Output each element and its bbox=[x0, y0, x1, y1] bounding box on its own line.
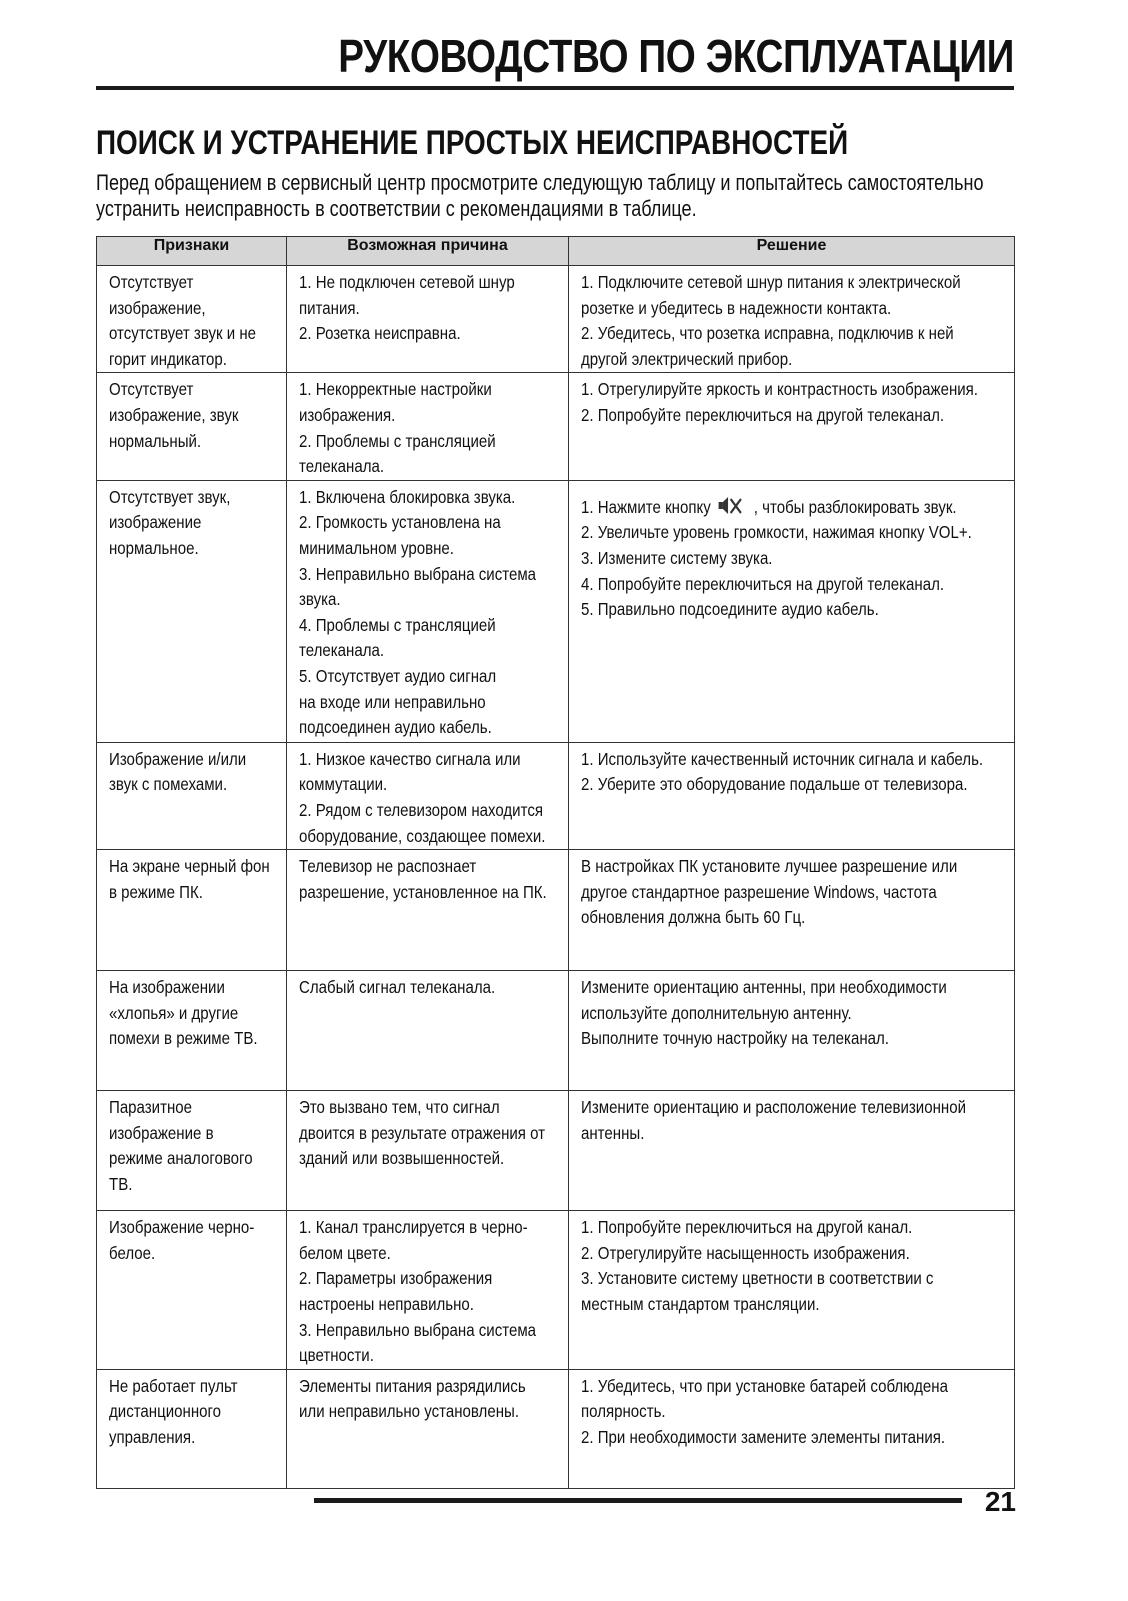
cell-line: 1. Канал транслируется в черно- bbox=[299, 1217, 528, 1238]
symptom-cell bbox=[97, 480, 287, 742]
cell-line: Отсутствует звук, bbox=[109, 486, 231, 507]
cell-line: 1. Попробуйте переключиться на другой канал. bbox=[581, 1217, 913, 1238]
cell-line: Изображение черно- bbox=[109, 1217, 255, 1238]
cell-line: 2. Параметры изображения bbox=[299, 1268, 493, 1289]
cell-line: подсоединен аудио кабель. bbox=[299, 717, 492, 738]
cell-line: 2. Розетка неисправна. bbox=[299, 323, 461, 344]
cell-line: телеканала. bbox=[299, 456, 385, 477]
cell-line: 3. Неправильно выбрана система bbox=[299, 563, 537, 584]
cell-line: 1. Не подключен сетевой шнур bbox=[299, 272, 515, 292]
cell-line: розетке и убедитесь в надежности контакта. bbox=[581, 297, 892, 318]
cell-line: 2. Уберите это оборудование подальше от телевизора. bbox=[581, 774, 968, 795]
cell-line: белом цвете. bbox=[299, 1242, 391, 1263]
cell-line: двоится в результате отражения от bbox=[299, 1122, 546, 1143]
cell-line: питания. bbox=[299, 297, 360, 318]
cell-line: Это вызвано тем, что сигнал bbox=[299, 1097, 500, 1118]
solution-cell bbox=[569, 742, 1015, 849]
table-row bbox=[97, 266, 1015, 373]
cell-line: Выполните точную настройку на телеканал. bbox=[581, 1028, 889, 1049]
cell-line: антенны. bbox=[581, 1122, 645, 1143]
cell-line: 1. Включена блокировка звука. bbox=[299, 486, 516, 507]
cell-line: 4. Проблемы с трансляцией bbox=[299, 614, 496, 635]
cell-line: на входе или неправильно bbox=[299, 691, 486, 712]
cause-cell bbox=[287, 266, 569, 373]
cell-line: нормальный. bbox=[109, 430, 202, 451]
cell-line: горит индикатор. bbox=[109, 348, 227, 369]
cell-line: Слабый сигнал телеканала. bbox=[299, 977, 496, 998]
intro-line: Перед обращением в сервисный центр просмотрите следующую таблицу и попытайтесь самостоятельно bbox=[96, 170, 984, 195]
cell-line: 2. Убедитесь, что розетка исправна, подключив к ней bbox=[581, 323, 954, 344]
symptom-cell bbox=[97, 1091, 287, 1211]
cell-line: звук с помехами. bbox=[109, 774, 228, 795]
solution-cell bbox=[569, 480, 1015, 742]
column-header-symptoms: Признаки bbox=[97, 237, 287, 266]
cell-line: обновления должна быть 60 Гц. bbox=[581, 907, 806, 928]
solution-cell bbox=[569, 373, 1015, 480]
cell-line: 1. Используйте качественный источник сигнала и кабель. bbox=[581, 748, 984, 769]
cell-line: управления. bbox=[109, 1426, 196, 1447]
solution-cell bbox=[569, 1211, 1015, 1370]
cell-line: 1. Отрегулируйте яркость и контрастность изображения. bbox=[581, 379, 978, 400]
symptom-cell bbox=[97, 850, 287, 971]
page-number: 21 bbox=[984, 1486, 1016, 1517]
cell-line: белое. bbox=[109, 1242, 156, 1263]
cause-cell bbox=[287, 373, 569, 480]
column-header-cause: Возможная причина bbox=[287, 237, 569, 266]
cell-line: помехи в режиме ТВ. bbox=[109, 1028, 258, 1049]
symptom-cell bbox=[97, 971, 287, 1091]
cell-line: местным стандартом трансляции. bbox=[581, 1293, 820, 1314]
cell-line: Измените ориентацию и расположение телевизионной bbox=[581, 1097, 966, 1118]
symptom-cell bbox=[97, 1211, 287, 1370]
cell-line: В настройках ПК установите лучшее разрешение или bbox=[581, 856, 958, 877]
footer-divider bbox=[314, 1498, 962, 1503]
cell-line: ТВ. bbox=[109, 1173, 133, 1194]
table-row bbox=[97, 1369, 1015, 1488]
solution-cell bbox=[569, 1091, 1015, 1211]
cell-line: изображения. bbox=[299, 404, 396, 425]
cell-line: изображение в bbox=[109, 1122, 214, 1143]
cell-line: дистанционного bbox=[109, 1401, 222, 1422]
cause-cell bbox=[287, 850, 569, 971]
cell-line: На изображении bbox=[109, 977, 225, 998]
table-header-row bbox=[97, 237, 1015, 266]
cell-line: другое стандартное разрешение Windows, частота bbox=[581, 881, 937, 902]
cell-line: 1. Низкое качество сигнала или bbox=[299, 748, 521, 769]
cell-line: 3. Неправильно выбрана система bbox=[299, 1319, 537, 1340]
solution-cell bbox=[569, 971, 1015, 1091]
cell-line: изображение, звук bbox=[109, 404, 239, 425]
cell-line: 4. Попробуйте переключиться на другой телеканал. bbox=[581, 573, 945, 594]
cell-line: 1. Некорректные настройки bbox=[299, 379, 492, 400]
cell-line: зданий или возвышенностей. bbox=[299, 1148, 505, 1169]
cell-line: 3. Измените систему звука. bbox=[581, 547, 773, 568]
cause-cell bbox=[287, 1091, 569, 1211]
cell-line: в режиме ПК. bbox=[109, 881, 203, 902]
cell-line: оборудование, создающее помехи. bbox=[299, 825, 546, 846]
cell-line: Измените ориентацию антенны, при необходимости bbox=[581, 977, 947, 998]
cell-line: На экране черный фон bbox=[109, 856, 270, 877]
section-title: ПОИСК И УСТРАНЕНИЕ ПРОСТЫХ НЕИСПРАВНОСТЕЙ bbox=[96, 124, 849, 162]
document-header-title: РУКОВОДСТВО ПО ЭКСПЛУАТАЦИИ bbox=[338, 30, 1014, 82]
cell-line: или неправильно установлены. bbox=[299, 1401, 520, 1422]
cell-line: «хлопья» и другие bbox=[109, 1002, 239, 1023]
symptom-cell bbox=[97, 266, 287, 373]
troubleshooting-table bbox=[96, 236, 1015, 1489]
cause-cell bbox=[287, 1211, 569, 1370]
cell-line: 2. Отрегулируйте насыщенность изображения. bbox=[581, 1242, 910, 1263]
table-row bbox=[97, 850, 1015, 971]
cell-line: Элементы питания разрядились bbox=[299, 1375, 526, 1396]
cause-cell bbox=[287, 480, 569, 742]
cell-line: режиме аналогового bbox=[109, 1148, 253, 1169]
mute-icon bbox=[716, 494, 745, 516]
cause-cell bbox=[287, 1369, 569, 1488]
cell-line: 2. Рядом с телевизором находится bbox=[299, 799, 543, 820]
cell-line: Изображение и/или bbox=[109, 748, 247, 769]
cell-line: нормальное. bbox=[109, 537, 199, 558]
table-row bbox=[97, 742, 1015, 849]
cell-line: телеканала. bbox=[299, 640, 385, 661]
cell-line: Паразитное bbox=[109, 1097, 193, 1118]
cell-line: 2. При необходимости замените элементы питания. bbox=[581, 1426, 946, 1447]
intro-paragraph bbox=[96, 170, 1014, 222]
cell-line: 5. Правильно подсоедините аудио кабель. bbox=[581, 599, 879, 620]
cause-cell bbox=[287, 742, 569, 849]
table-row bbox=[97, 373, 1015, 480]
solution-text: 1. Нажмите кнопку bbox=[581, 496, 711, 517]
cell-line: 2. Увеличьте уровень громкости, нажимая кнопку VOL+. bbox=[581, 522, 972, 543]
cause-cell bbox=[287, 971, 569, 1091]
symptom-cell bbox=[97, 742, 287, 849]
cell-line: настроены неправильно. bbox=[299, 1293, 474, 1314]
cell-line: 2. Громкость установлена на bbox=[299, 512, 501, 533]
cell-line: минимальном уровне. bbox=[299, 537, 454, 558]
cell-line: полярность. bbox=[581, 1401, 666, 1422]
solution-text: , чтобы разблокировать звук. bbox=[753, 496, 957, 517]
cell-line: изображение bbox=[109, 512, 202, 533]
cell-line bbox=[581, 495, 1013, 521]
cell-line: 3. Установите систему цветности в соответствии с bbox=[581, 1268, 934, 1289]
cell-line: 1. Подключите сетевой шнур питания к электрической bbox=[581, 272, 961, 292]
table-row bbox=[97, 971, 1015, 1091]
solution-cell bbox=[569, 1369, 1015, 1488]
solution-cell bbox=[569, 850, 1015, 971]
table-row bbox=[97, 1091, 1015, 1211]
header-divider bbox=[96, 86, 1014, 90]
solution-cell bbox=[569, 266, 1015, 373]
table-row bbox=[97, 480, 1015, 742]
cell-line: 2. Проблемы с трансляцией bbox=[299, 430, 496, 451]
cell-line: 2. Попробуйте переключиться на другой телеканал. bbox=[581, 404, 945, 425]
cell-line: Телевизор не распознает bbox=[299, 856, 477, 877]
cell-line: отсутствует звук и не bbox=[109, 323, 257, 344]
cell-line: цветности. bbox=[299, 1345, 374, 1366]
table-row bbox=[97, 1211, 1015, 1370]
cell-line: Не работает пульт bbox=[109, 1375, 238, 1396]
intro-line: устранить неисправность в соответствии с рекомендациями в таблице. bbox=[96, 196, 697, 221]
cell-line: звука. bbox=[299, 589, 341, 610]
cell-line: используйте дополнительную антенну. bbox=[581, 1002, 852, 1023]
cell-line: Отсутствует bbox=[109, 272, 194, 292]
cell-line: коммутации. bbox=[299, 774, 388, 795]
symptom-cell bbox=[97, 1369, 287, 1488]
cell-line: другой электрический прибор. bbox=[581, 348, 793, 369]
cell-line: изображение, bbox=[109, 297, 206, 318]
column-header-solution: Решение bbox=[569, 237, 1015, 266]
cell-line: разрешение, установленное на ПК. bbox=[299, 881, 547, 902]
cell-line: 5. Отсутствует аудио сигнал bbox=[299, 665, 497, 686]
symptom-cell bbox=[97, 373, 287, 480]
cell-line: Отсутствует bbox=[109, 379, 194, 400]
cell-line: 1. Убедитесь, что при установке батарей соблюдена bbox=[581, 1375, 948, 1396]
